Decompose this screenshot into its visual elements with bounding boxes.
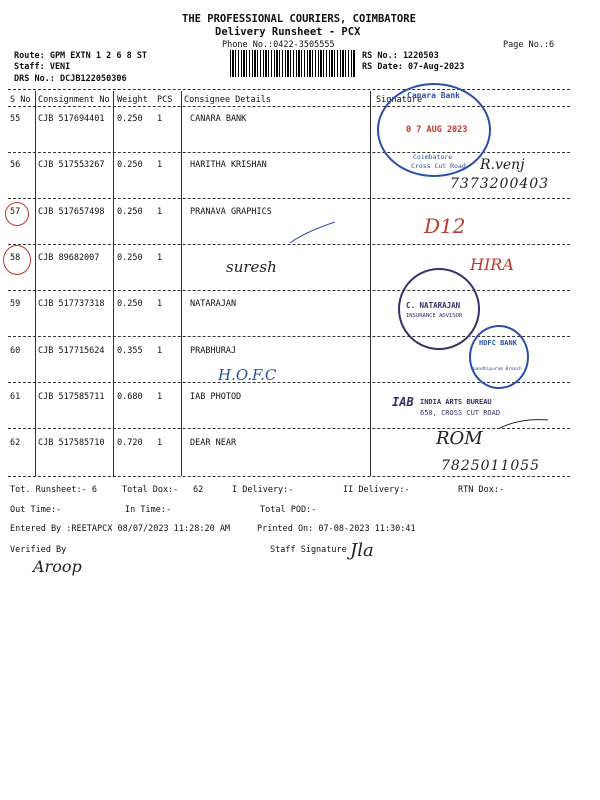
stamp-date: 0 7 AUG 2023 [406,125,468,135]
row-weight: 0.250 [117,114,143,124]
row-sno: 57 [10,207,21,217]
handwritten-mark: HIRA [470,255,514,274]
row-consignee: PRABHURAJ [190,346,237,356]
row-consignee: HARITHA KRISHAN [190,160,267,170]
row-consignment: CJB 517585710 [38,438,105,448]
phone-number: Phone No.:0422-3505555 [222,40,335,50]
total-runsheet: Tot. Runsheet:- 6 [10,485,97,495]
row-sno: 59 [10,299,21,309]
total-dox-value: 62 [193,485,204,495]
row-weight: 0.355 [117,346,143,356]
staff: Staff: VENI [14,62,71,72]
row-consignment: CJB 517715624 [38,346,105,356]
staff-signature: Jla [350,540,374,561]
row-consignment: CJB 517694401 [38,114,105,124]
stamp-name: C. NATARAJAN [406,301,461,310]
row-sno: 60 [10,346,21,356]
row-consignee: DEAR NEAR [190,438,237,448]
i-delivery: I Delivery:- [232,485,294,495]
row-weight: 0.250 [117,253,143,263]
rtn-dox: RTN Dox:- [458,485,505,495]
staff-signature-label: Staff Signature [270,545,347,555]
row-consignment: CJB 517737318 [38,299,105,309]
handwritten-mark: ROM [436,428,483,449]
row-pcs: 1 [157,392,163,402]
iab-logo: IAB [392,395,414,409]
total-dox-label: Total Dox:- [122,485,179,495]
row-consignment: CJB 517553267 [38,160,105,170]
row-pcs: 1 [157,438,163,448]
row-sno: 62 [10,438,21,448]
row-sno: 61 [10,392,21,402]
row-pcs: 1 [157,346,163,356]
row-consignee: IAB PHOTOD [190,392,242,402]
row-consignment: CJB 89682007 [38,253,100,263]
rs-number: RS No.: 1220503 [362,51,439,61]
col-sno: S No [10,95,31,105]
row-pcs: 1 [157,253,163,263]
total-pod: Total POD:- [260,505,317,515]
stamp-title: INSURANCE ADVISOR [406,313,463,319]
verified-by-label: Verified By [10,545,67,555]
row-consignment: CJB 517585711 [38,392,105,402]
col-signature: Signature [376,95,423,105]
row-consignee: PRANAVA GRAPHICS [190,207,272,217]
document-title: Delivery Runsheet - PCX [215,26,361,38]
row-consignment: CJB 517657498 [38,207,105,217]
handwritten-phone: 7825011055 [441,458,541,474]
col-consignee: Consignee Details [184,95,271,105]
row-pcs: 1 [157,299,163,309]
col-weight: Weight [117,95,148,105]
printed-on: Printed On: 07-08-2023 11:30:41 [257,524,416,534]
handwritten-receiver: R.venj [480,157,525,173]
col-pcs: PCS [157,95,173,105]
ii-delivery: II Delivery:- [343,485,410,495]
drs-number: DRS No.: DCJB122050306 [14,74,127,84]
in-time: In Time:- [125,505,172,515]
iab-address: 650, CROSS CUT ROAD [420,409,501,417]
rs-date: RS Date: 07-Aug-2023 [362,62,465,72]
entered-by: Entered By :REETAPCX 08/07/2023 11:28:20 AM [10,524,231,534]
row-sno: 58 [10,253,21,263]
row-sno: 55 [10,114,21,124]
route: Route: GPM EXTN 1 2 6 8 ST [14,51,148,61]
row-consignee: NATARAJAN [190,299,237,309]
stamp-branch: Gandhipuram Branch [473,367,522,372]
handwritten-phone: 7373200403 [450,176,550,192]
handwritten-receiver: suresh [226,258,277,276]
stamp-bank-name: Canara Bank [407,91,460,100]
row-pcs: 1 [157,160,163,170]
row-pcs: 1 [157,207,163,217]
handwritten-mark: D12 [424,214,466,238]
company-name: THE PROFESSIONAL COURIERS, COIMBATORE [182,13,416,25]
out-time: Out Time:- [10,505,62,515]
iab-name: INDIA ARTS BUREAU [420,398,492,406]
row-weight: 0.250 [117,299,143,309]
row-weight: 0.250 [117,207,143,217]
stamp-bank-name: HDFC BANK [479,339,517,347]
row-weight: 0.720 [117,438,143,448]
row-weight: 0.250 [117,160,143,170]
handwritten-note: H.O.F.C [218,366,277,384]
stamp-place: Coimbatore [413,153,453,161]
row-sno: 56 [10,160,21,170]
row-consignee: CANARA BANK [190,114,247,124]
page-number: Page No.:6 [503,40,555,50]
verified-signature: Aroop [33,557,82,576]
stamp-branch: Cross Cut Road [411,162,466,170]
row-weight: 0.680 [117,392,143,402]
row-pcs: 1 [157,114,163,124]
col-consignment: Consignment No [38,95,110,105]
